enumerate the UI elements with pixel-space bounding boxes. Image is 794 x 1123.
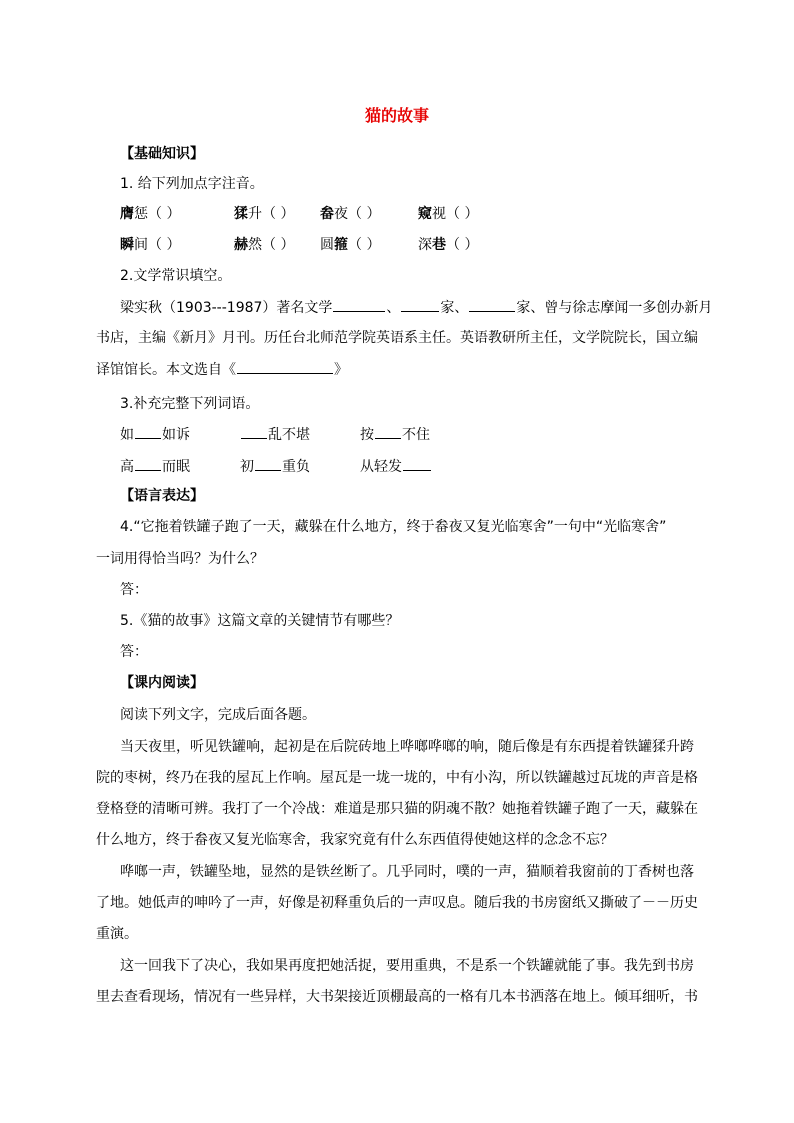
q1-item	[418, 235, 478, 255]
q3-item	[360, 456, 432, 477]
reading-line: 重演。	[96, 926, 138, 942]
q1-item	[234, 235, 294, 255]
reading-line: 哗啷一声，铁罐坠地，显然的是铁丝断了。几乎同时，噗的一声，猫顺着我窗前的丁香树也落	[120, 864, 694, 880]
reading-line: 院的枣树，终乃在我的屋瓦上作响。屋瓦是一垅一垅的，中有小沟，所以铁罐越过瓦垅的声音是格	[96, 770, 698, 786]
q3-item	[360, 424, 430, 445]
q3-item	[120, 424, 190, 445]
q1-char: 箍	[334, 237, 348, 253]
q3-text: 初	[240, 459, 254, 475]
q1-paren: 惩（ ）	[134, 206, 181, 222]
q3-item	[240, 424, 310, 445]
q3-text: 如诉	[162, 427, 190, 443]
q1-item	[120, 235, 180, 255]
q2-text: 》	[334, 362, 348, 378]
fill-blank	[241, 424, 267, 439]
reading-line: 这一回我下了决心，我如果再度把她活捉，要用重典，不是系一个铁罐就能了事。我先到书房	[120, 958, 694, 974]
q3-text: 按	[360, 427, 374, 443]
q2-text: 、	[386, 300, 401, 316]
q1-char: 猱	[234, 206, 248, 222]
q1-char: 巷	[432, 237, 446, 253]
q1-char: 膺	[120, 206, 134, 222]
q3-text: 不住	[402, 427, 430, 443]
q1-char-plain: 深	[418, 237, 432, 253]
fill-blank	[135, 456, 161, 471]
q3-text: 乱不堪	[268, 427, 310, 443]
section-in-class-reading: 【课内阅读】	[120, 675, 204, 691]
reading-line: 登格登的清晰可辨。我打了一个冷战：难道是那只猫的阴魂不散？她拖着铁罐子跑了一天，藏躲在	[96, 801, 698, 817]
q2-prompt: 2.文学常识填空。	[120, 268, 232, 284]
q3-item	[120, 456, 190, 477]
q1-char-plain: 圆	[320, 237, 334, 253]
fill-blank	[401, 297, 439, 312]
q5-answer: 答：	[120, 644, 148, 660]
q5-line-1: 5.《猫的故事》这篇文章的关键情节有哪些？	[120, 613, 400, 629]
q3-text: 如	[120, 427, 134, 443]
q1-char: 瞬	[120, 237, 134, 253]
reading-line: 了地。她低声的呻吟了一声，好像是初释重负后的一声叹息。随后我的书房窗纸又撕破了－－历史	[96, 895, 698, 911]
q4-answer: 答：	[120, 582, 148, 598]
q2-text: 家、	[440, 300, 469, 316]
q1-prompt: 1. 给下列加点字注音。	[120, 176, 264, 192]
q1-item	[320, 204, 380, 224]
q1-paren: 升（ ）	[248, 206, 295, 222]
reading-line: 当天夜里，听见铁罐响，起初是在后院砖地上哗啷哗啷的响，随后像是有东西提着铁罐猱升跨	[120, 739, 694, 755]
q3-prompt: 3.补充完整下列词语。	[120, 396, 260, 412]
q1-char: 畚	[320, 206, 334, 222]
fill-blank	[403, 456, 431, 471]
fill-blank	[135, 424, 161, 439]
reading-line: 什么地方，终于畚夜又复光临寒舍，我家究竟有什么东西值得使她这样的念念不忘？	[96, 832, 614, 848]
q2-line-1	[120, 297, 712, 318]
fill-blank	[333, 297, 385, 312]
section-basic-knowledge: 【基础知识】	[120, 146, 204, 162]
q1-paren: 然（ ）	[248, 237, 295, 253]
q1-item	[418, 204, 478, 224]
q1-char: 赫	[234, 237, 248, 253]
q3-text: 从轻发	[360, 459, 402, 475]
q1-paren: 视（ ）	[432, 206, 479, 222]
q2-line-2: 书店，主编《新月》月刊。历任台北师范学院英语系主任。英语教研所主任，文学院院长，国立编	[96, 330, 698, 346]
q3-text: 高	[120, 459, 134, 475]
q4-line-1: 4.“它拖着铁罐子跑了一天，藏躲在什么地方，终于畚夜又复光临寒舍”一句中“光临寒舍”	[120, 519, 667, 535]
q2-text: 译馆馆长。本文选自《	[96, 362, 236, 378]
q2-text: 梁实秋（1903---1987）著名文学	[120, 300, 333, 316]
q1-paren: （ ）	[348, 237, 381, 253]
q1-item	[120, 204, 180, 224]
q2-line-3	[96, 359, 348, 380]
q1-item	[234, 204, 294, 224]
fill-blank	[255, 456, 281, 471]
fill-blank	[237, 359, 333, 374]
fill-blank	[469, 297, 515, 312]
q3-text: 而眠	[162, 459, 190, 475]
q2-text: 家、曾与徐志摩闻一多创办新月	[516, 300, 713, 316]
q3-text: 重负	[282, 459, 310, 475]
q4-line-2: 一词用得恰当吗？为什么？	[96, 551, 264, 567]
page-title: 猫的故事	[364, 106, 429, 125]
reading-line: 里去查看现场，情况有一些异样，大书架接近顶棚最高的一格有几本书洒落在地上。倾耳细听，书	[96, 989, 698, 1005]
q1-paren: 夜（ ）	[334, 206, 381, 222]
q1-paren: 间（ ）	[134, 237, 181, 253]
section-language-expression: 【语言表达】	[120, 488, 204, 504]
fill-blank	[375, 424, 401, 439]
q1-char: 窥	[418, 206, 432, 222]
q1-item	[320, 235, 380, 255]
q3-item	[240, 456, 310, 477]
reading-instruction: 阅读下列文字，完成后面各题。	[120, 707, 316, 723]
q1-paren: （ ）	[446, 237, 479, 253]
